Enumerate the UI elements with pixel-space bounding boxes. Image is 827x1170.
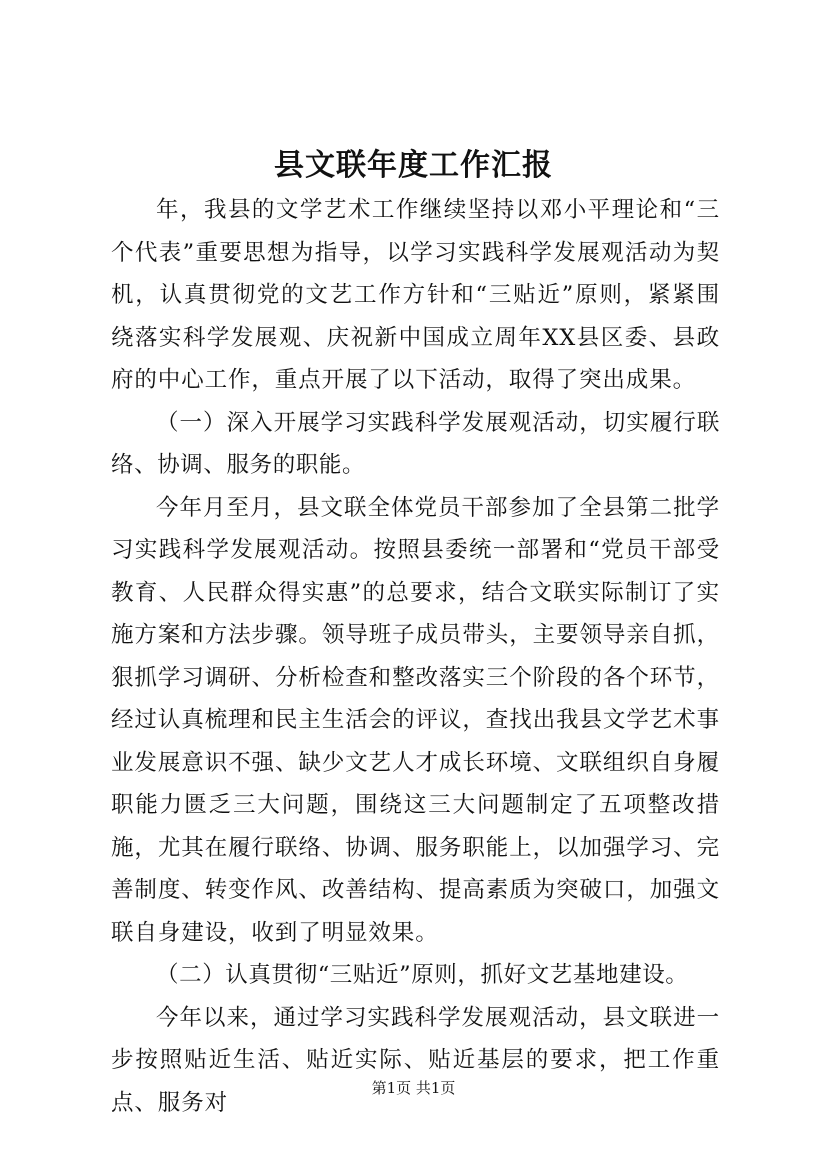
document-title: 县文联年度工作汇报	[274, 148, 553, 183]
section-heading-one: （一）深入开展学习实践科学发展观活动，切实履行联络、协调、服务的职能。	[111, 409, 720, 478]
section-heading-two: （二）认真贯彻“三贴近”原则，抓好文艺基地建设。	[156, 962, 689, 988]
paragraph-section-one: 今年月至月，县文联全体党员干部参加了全县第二批学习实践科学发展观活动。按照县委统一部署和“党员干部受教育、人民群众得实惠”的总要求，结合文联实际制订了实施方案和方法步骤。领导班子成员带头，主要领导亲自抓，狠抓学习调研、分析检查和整改落实三个阶段的各个环节，经过认真梳理和民主生活会的评议，查找出我县文学艺术事业发展意识不强、缺少文艺人才成长环境、文联组织自身履职能力匮乏三大问题，围绕这三大问题制定了五项整改措施，尤其在履行联络、协调、服务职能上，以加强学习、完善制度、转变作风、改善结构、提高素质为突破口，加强文联自身建设，收到了明显效果。	[111, 494, 720, 946]
paragraph-intro: 年，我县的文学艺术工作继续坚持以邓小平理论和“三个代表”重要思想为指导，以学习实践科学发展观活动为契机，认真贯彻党的文艺工作方针和“三贴近”原则，紧紧围绕落实科学发展观、庆祝新中国成立周年XX县区委、县政府的中心工作，重点开展了以下活动，取得了突出成果。	[111, 197, 720, 393]
document-body	[111, 189, 720, 1124]
paragraph-section-two: 今年以来，通过学习实践科学发展观活动，县文联进一步按照贴近生活、贴近实际、贴近基层的要求，把工作重点、服务对	[111, 1004, 720, 1116]
page-number-footer: 第1页 共1页	[371, 1079, 456, 1097]
